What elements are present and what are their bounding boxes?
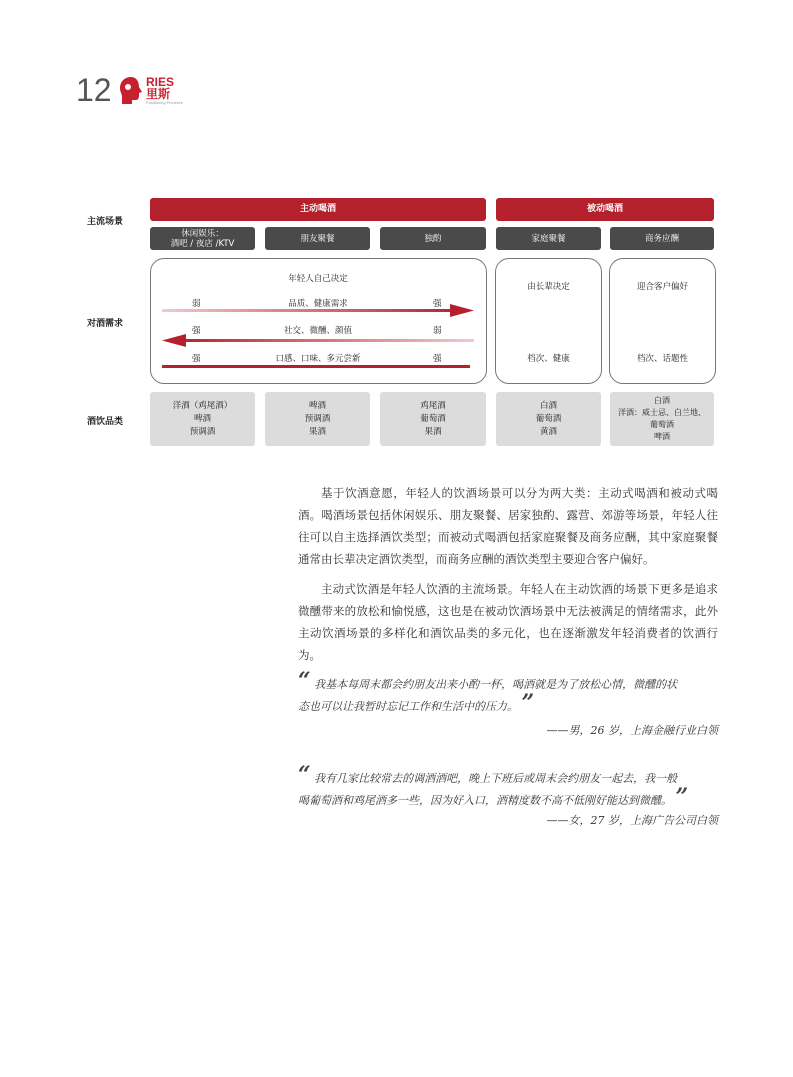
category-item: 白酒 xyxy=(539,400,557,411)
logo-cn-name: 里斯 xyxy=(146,87,171,101)
quote-2-line2: 喝葡萄酒和鸡尾酒多一些，因为好入口，酒精度数不高不低刚好能达到微醺。 xyxy=(298,794,672,807)
category-business xyxy=(610,392,714,446)
taste-variety-bar xyxy=(162,365,470,368)
scene-leisure xyxy=(150,227,255,250)
body-paragraph-1: 基于饮酒意愿，年轻人的饮酒场景可以分为两大类：主动式喝酒和被动式喝酒。喝酒场景包括休闲娱乐、朋友聚餐、居家独酌、露营、郊游等场景，年轻人往往可以自主选择酒饮类型；而被动式喝酒包括家庭聚餐及商务应酬，其中家庭聚餐通常由长辈决定酒饮类型，而商务应酬的酒饮类型主要迎合客户偏好。 xyxy=(298,486,718,566)
category-item: 果酒 xyxy=(424,426,442,437)
taste-left-label: 强 xyxy=(192,354,201,364)
quote-2-line1: 我有几家比较常去的调酒酒吧，晚上下班后或周末会约朋友一起去，我一般 xyxy=(314,772,678,785)
scene-friends-dinner: 朋友聚餐 xyxy=(265,227,370,250)
scene-leisure-line1: 休闲娱乐： xyxy=(181,228,224,239)
social-label: 社交、微醺、颜值 xyxy=(283,326,352,336)
category-friends xyxy=(265,392,370,446)
quality-left-label: 弱 xyxy=(192,299,201,309)
open-quote-icon: “ xyxy=(298,668,311,694)
category-item: 葡萄酒 xyxy=(420,413,446,424)
quality-label: 品质、健康需求 xyxy=(288,299,348,309)
category-item: 预调酒 xyxy=(189,426,216,437)
active-needs-title: 年轻人自己决定 xyxy=(288,274,348,284)
family-needs-box xyxy=(495,258,602,384)
category-item: 黄酒 xyxy=(539,426,557,437)
category-leisure xyxy=(150,392,255,446)
row-label-needs: 对酒需求 xyxy=(87,319,124,329)
body-paragraph-2: 主动式饮酒是年轻人饮酒的主流场景。年轻人在主动饮酒的场景下更多是追求微醺带来的放松和愉悦感，这也是在被动饮酒场景中无法被满足的情绪需求，此外主动饮酒场景的多样化和酒饮品类的多元化，也在逐渐激发年轻消费者的饮酒行为。 xyxy=(298,582,718,662)
close-quote-icon: ” xyxy=(675,784,689,810)
quote-1-line2: 态也可以让我暂时忘记工作和生活中的压力。 xyxy=(298,700,518,713)
category-item: 葡萄酒 xyxy=(535,413,562,424)
business-needs-bottom: 档次、话题性 xyxy=(636,354,688,364)
quality-right-label: 强 xyxy=(433,299,442,309)
logo-tagline: Positioning Pioneers xyxy=(146,100,183,105)
scene-leisure-line2: 酒吧 / 夜店 /KTV xyxy=(170,238,235,249)
business-needs-title: 迎合客户偏好 xyxy=(636,282,688,292)
family-needs-bottom: 档次、健康 xyxy=(527,354,570,364)
category-item: 果酒 xyxy=(308,426,326,437)
passive-drinking-header: 被动喝酒 xyxy=(496,198,714,221)
category-item: 啤酒 xyxy=(308,400,326,411)
family-needs-title: 由长辈决定 xyxy=(527,282,570,292)
needs-arrows xyxy=(150,300,486,380)
active-drinking-header: 主动喝酒 xyxy=(150,198,486,221)
scene-family-dinner: 家庭聚餐 xyxy=(496,227,601,250)
quote-2 xyxy=(298,762,718,828)
category-item: 葡萄酒 xyxy=(650,420,674,429)
open-quote-icon: “ xyxy=(298,762,311,788)
row-label-categories: 酒饮品类 xyxy=(87,417,124,427)
category-family xyxy=(496,392,601,446)
quote-1-attribution: ——男，26 岁，上海金融行业白领 xyxy=(546,724,718,737)
scene-business: 商务应酬 xyxy=(610,227,714,250)
logo-wordmark xyxy=(146,76,174,100)
category-item: 啤酒 xyxy=(193,413,211,424)
social-left-label: 强 xyxy=(192,326,201,336)
category-solo xyxy=(380,392,486,446)
page-number: 12 xyxy=(76,72,112,108)
social-right-label: 弱 xyxy=(433,326,442,336)
quote-2-attribution: ——女，27 岁，上海广告公司白领 xyxy=(546,814,718,827)
ries-logo-icon xyxy=(118,76,144,106)
logo-name: RIES xyxy=(146,75,175,89)
category-item: 啤酒 xyxy=(654,432,670,441)
category-item: 洋酒：威士忌、白兰地、 xyxy=(618,408,706,417)
taste-label: 口感、口味、多元尝新 xyxy=(275,354,361,364)
scene-solo-drinking: 独酌 xyxy=(380,227,486,250)
taste-right-label: 强 xyxy=(433,354,442,364)
quote-1 xyxy=(298,668,718,738)
category-item: 鸡尾酒 xyxy=(420,400,446,411)
row-label-scenes: 主流场景 xyxy=(87,217,124,227)
category-item: 洋酒（鸡尾酒） xyxy=(172,400,233,411)
quote-1-line1: 我基本每周末都会约朋友出来小酌一杯，喝酒就是为了放松心情，微醺的状 xyxy=(314,678,678,691)
category-item: 白酒 xyxy=(654,396,670,405)
category-item: 预调酒 xyxy=(304,413,331,424)
close-quote-icon: ” xyxy=(521,690,535,716)
business-needs-box xyxy=(609,258,716,384)
